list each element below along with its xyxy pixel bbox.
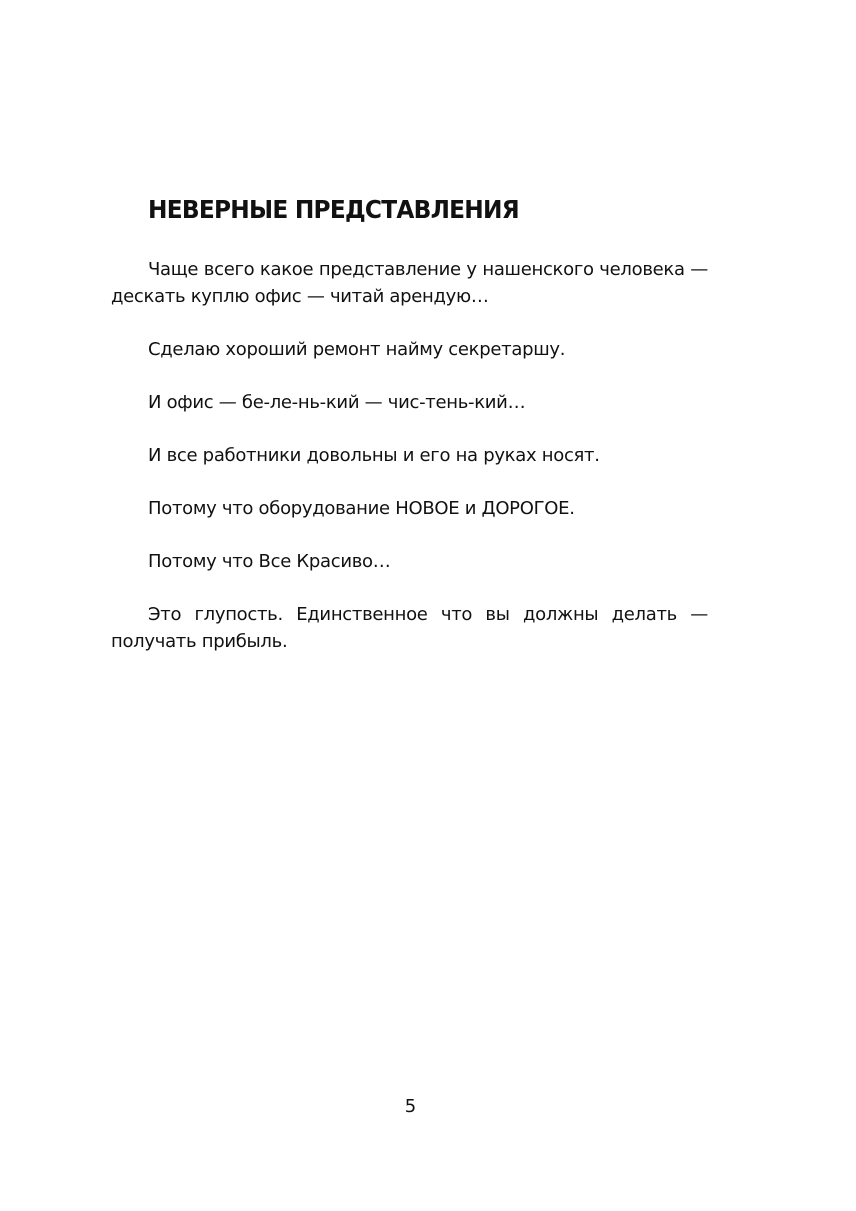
body-text	[111, 256, 708, 681]
page-title: НЕВЕРНЫЕ ПРЕДСТАВЛЕНИЯ	[148, 195, 519, 224]
paragraph: Потому что Все Красиво…	[148, 551, 391, 572]
paragraph: Это глупость. Единственное что вы должны делать — получать прибыль.	[111, 604, 708, 652]
page-number: 5	[404, 1096, 417, 1117]
paragraph: Чаще всего какое представление у нашенского человека — дескать куплю офис — читай арендую…	[111, 259, 708, 307]
paragraph: Сделаю хороший ремонт найму секретаршу.	[148, 339, 566, 360]
paragraph: И все работники довольны и его на руках носят.	[148, 445, 600, 466]
paragraph: И офис — бе-ле-нь-кий — чис-тень-кий…	[148, 392, 526, 413]
paragraph: Потому что оборудование НОВОЕ и ДОРОГОЕ.	[148, 498, 575, 519]
